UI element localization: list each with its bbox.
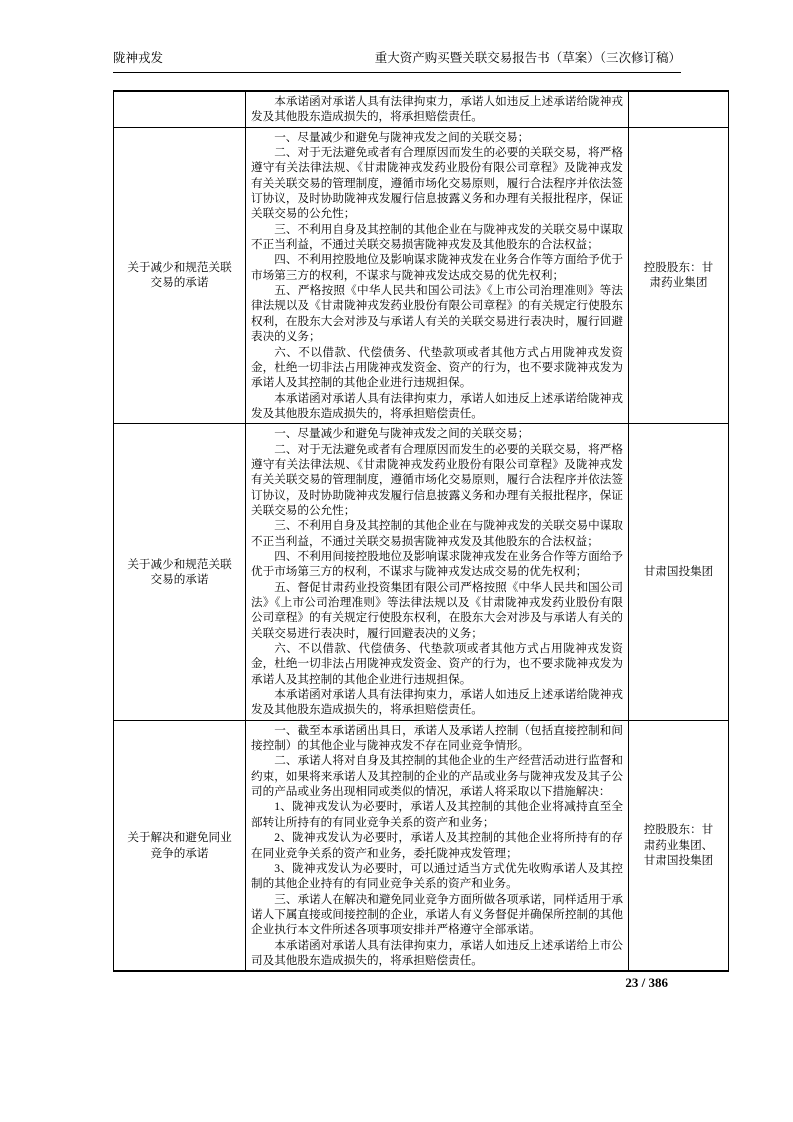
commitment-paragraph: 2、陇神戎发认为必要时，承诺人及其控制的其他企业将所持有的存在同业竞争关系的资产和业务，委托陇神戎发管理； xyxy=(251,831,623,860)
commitment-party-cell: 控股股东：甘肃药业集团、甘肃国投集团 xyxy=(629,720,729,971)
commitment-paragraph: 六、不以借款、代偿债务、代垫款项或者其他方式占用陇神戎发资金，杜绝一切非法占用陇神戎发资金、资产的行为，也不要求陇神戎发为承诺人及其控制的其他企业进行违规担保。 xyxy=(251,345,623,390)
commitment-paragraph: 一、截至本承诺函出具日，承诺人及承诺人控制（包括直接控制和间接控制）的其他企业与陇神戎发不存在同业竞争情形。 xyxy=(251,723,623,753)
commitments-table xyxy=(113,90,729,972)
commitment-paragraph: 本承诺函对承诺人具有法律拘束力，承诺人如违反上述承诺给陇神戎发及其他股东造成损失的，将承担赔偿责任。 xyxy=(251,95,623,124)
commitment-paragraph: 本承诺函对承诺人具有法律拘束力，承诺人如违反上述承诺给上市公司及其他股东造成损失的，将承担赔偿责任。 xyxy=(251,938,623,967)
commitment-paragraph: 一、尽量减少和避免与陇神戎发之间的关联交易； xyxy=(274,130,530,144)
commitment-paragraph: 三、不利用自身及其控制的其他企业在与陇神戎发的关联交易中谋取不正当利益，不通过关联交易损害陇神戎发及其他股东的合法权益； xyxy=(251,222,623,252)
table-row-related-transactions-1 xyxy=(114,127,729,424)
commitment-paragraph: 六、不以借款、代偿债务、代垫款项或者其他方式占用陇神戎发资金，杜绝一切非法占用陇神戎发资金、资产的行为，也不要求陇神戎发为承诺人及其控制的其他企业进行违规担保。 xyxy=(251,642,623,686)
commitment-label-cell xyxy=(114,91,246,127)
commitment-label-cell: 关于解决和避免同业竞争的承诺 xyxy=(114,720,246,971)
commitment-content-cell xyxy=(246,91,629,127)
commitment-party-cell: 控股股东：甘肃药业集团 xyxy=(629,127,729,424)
commitment-paragraph: 三、承诺人在解决和避免同业竞争方面所做各项承诺，同样适用于承诺人下属直接或间接控制的企业，承诺人有义务督促并确保所控制的其他企业执行本文件所述各项事项安排并严格遵守全部承诺。 xyxy=(251,892,623,937)
commitment-party-cell: 甘肃国投集团 xyxy=(629,424,729,721)
header-document-title: 重大资产购买暨关联交易报告书（草案）（三次修订稿） xyxy=(374,51,681,65)
commitment-party-cell xyxy=(629,91,729,127)
table-row-related-transactions-2 xyxy=(114,424,729,721)
commitment-content-cell xyxy=(246,127,629,424)
commitment-paragraph: 本承诺函对承诺人具有法律拘束力，承诺人如违反上述承诺给陇神戎发及其他股东造成损失的，将承担赔偿责任。 xyxy=(251,391,623,420)
commitment-content-cell xyxy=(246,720,629,971)
commitment-paragraph: 本承诺函对承诺人具有法律拘束力，承诺人如违反上述承诺给陇神戎发及其他股东造成损失的，将承担赔偿责任。 xyxy=(251,688,623,717)
commitment-paragraph: 二、对于无法避免或者有合理原因而发生的必要的关联交易，将严格遵守有关法律法规、《甘肃陇神戎发药业股份有限公司章程》及陇神戎发有关关联交易的管理制度，遵循市场化交易原则，履行合法程序并依法签订协议，及时协助陇神戎发履行信息披露义务和办理有关报批程序，保证关联交易的公允性； xyxy=(251,442,623,517)
commitment-paragraph: 二、承诺人将对自身及其控制的其他企业的生产经营活动进行监督和约束，如果将来承诺人及其控制的企业的产品或业务与陇神戎发及其子公司的产品或业务出现相同或类似的情况，承诺人将采取以下措施解决： xyxy=(251,754,623,799)
commitment-paragraph: 一、尽量减少和避免与陇神戎发之间的关联交易； xyxy=(274,427,530,441)
header-company-name: 陇神戎发 xyxy=(113,51,164,65)
commitment-paragraph: 五、督促甘肃药业投资集团有限公司严格按照《中华人民共和国公司法》《上市公司治理准则》等法律法规以及《甘肃陇神戎发药业股份有限公司章程》的有关规定行使股东权利，在股东大会对涉及与承诺人有关的关联交易进行表决时，履行回避表决的义务； xyxy=(251,580,623,640)
table-row-horizontal-competition xyxy=(114,720,729,971)
page-number: 23 / 386 xyxy=(625,975,668,991)
commitment-paragraph: 五、严格按照《中华人民共和国公司法》《上市公司治理准则》等法律法规以及《甘肃陇神戎发药业股份有限公司章程》的有关规定行使股东权利，在股东大会对涉及与承诺人有关的关联交易进行表决时，履行回避表决的义务； xyxy=(251,284,623,344)
page-header xyxy=(113,0,681,73)
commitment-paragraph: 三、不利用自身及其控制的其他企业在与陇神戎发的关联交易中谋取不正当利益，不通过关联交易损害陇神戎发及其他股东的合法权益； xyxy=(251,519,623,548)
commitment-content-cell xyxy=(246,424,629,721)
commitment-paragraph: 四、不利用控股地位及影响谋求陇神戎发在业务合作等方面给予优于市场第三方的权利，不谋求与陇神戎发达成交易的优先权利； xyxy=(251,253,623,282)
table-row-continued xyxy=(114,91,729,127)
commitment-paragraph: 3、陇神戎发认为必要时，可以通过适当方式优先收购承诺人及其控制的其他企业持有的有同业竞争关系的资产和业务。 xyxy=(251,861,623,891)
commitment-paragraph: 四、不利用间接控股地位及影响谋求陇神戎发在业务合作等方面给予优于市场第三方的权利，不谋求与陇神戎发达成交易的优先权利； xyxy=(251,549,623,579)
commitment-paragraph: 二、对于无法避免或者有合理原因而发生的必要的关联交易，将严格遵守有关法律法规、《甘肃陇神戎发药业股份有限公司章程》及陇神戎发有关关联交易的管理制度，遵循市场化交易原则，履行合法程序并依法签订协议，及时协助陇神戎发履行信息披露义务和办理有关报批程序，保证关联交易的公允性； xyxy=(251,146,623,221)
commitment-paragraph: 1、陇神戎发认为必要时，承诺人及其控制的其他企业将减持直至全部转让所持有的有同业竞争关系的资产和业务； xyxy=(251,800,623,829)
commitment-label-cell: 关于减少和规范关联交易的承诺 xyxy=(114,424,246,721)
commitment-label-cell: 关于减少和规范关联交易的承诺 xyxy=(114,127,246,424)
content-area xyxy=(113,0,714,991)
